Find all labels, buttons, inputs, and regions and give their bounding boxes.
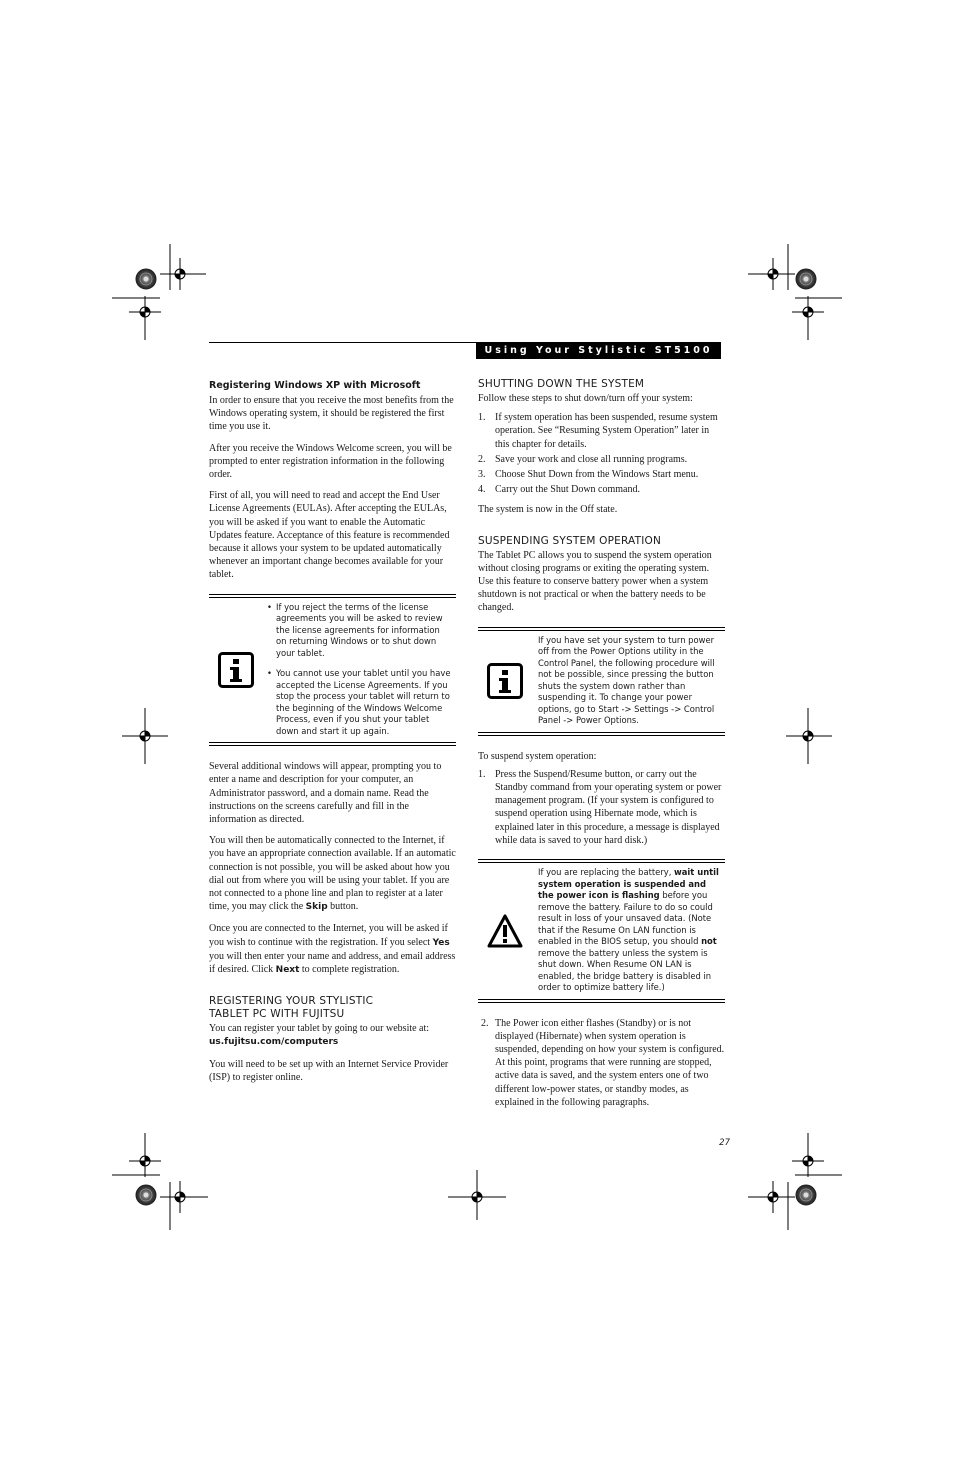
registration-mark-icon xyxy=(129,720,161,752)
step-text: If system operation has been suspended, resume system operation. See “Resuming System Operation” later in this chapter for details. xyxy=(495,412,718,450)
paragraph: First of all, you will need to read and accept the End User License Agreements (EULAs). After accepting the EULAs, you will be asked if you want to enable the Automatic Updates feature. Acceptance of this feature is recommended because it allows your system to be updated automatically whenever an important change becomes available for your tablet. xyxy=(209,490,450,581)
note-bullet: • If you reject the terms of the license agreements you will be asked to review the license agreements for information on returning Windows or to shut down your tablet. xyxy=(267,602,452,660)
paragraph: In order to ensure that you receive the most benefits from the Windows operating system, it should be registered the first time you use it. xyxy=(209,395,454,433)
text-run: remove the battery unless the system is shut down. When Resume ON LAN is enabled, the bridge battery is disabled in order to optimize battery life.) xyxy=(538,947,712,993)
list-item xyxy=(478,453,725,466)
list-item xyxy=(478,1017,725,1109)
left-column xyxy=(209,378,456,1092)
step-number: 1. xyxy=(478,412,486,424)
step-text: The Power icon either flashes (Standby) or is not displayed (Hibernate) when system operation is suspended, depending on how your system is configured. At this point, programs that were running are stopped, active data is saved, and the system enters one of two different low-power states, or standby modes, as explained in the following paragraphs. xyxy=(495,1017,725,1108)
paragraph: To suspend system operation: xyxy=(478,750,597,762)
info-note-power-options xyxy=(478,627,725,736)
registration-mark-icon xyxy=(792,720,824,752)
section-heading-fujitsu xyxy=(209,995,456,1021)
emphasis-text: not xyxy=(701,936,717,947)
list-item xyxy=(478,468,725,481)
text-run: You can register your tablet by going to our website at: xyxy=(209,1023,430,1035)
section-heading-shutdown: SHUTTING DOWN THE SYSTEM xyxy=(478,378,645,390)
registration-mark-icon xyxy=(792,1145,824,1177)
paragraph: The Tablet PC allows you to suspend the system operation without closing programs or exiting the operating system. Use this feature to conserve battery power when a system shutdown is not practical or when the battery needs to be changed. xyxy=(478,549,712,614)
heading-line: REGISTERING YOUR STYLISTIC xyxy=(209,995,374,1008)
step-text: Carry out the Shut Down command. xyxy=(495,484,640,496)
info-icon xyxy=(487,663,523,699)
paragraph xyxy=(209,1022,456,1049)
skip-term: Skip xyxy=(305,902,328,913)
info-note-license xyxy=(209,594,456,747)
text-run: before you remove the battery. Failure to do so could result in loss of your unsaved data. (Note that if the Resume On LAN function is enabled in the BIOS setup, you should xyxy=(538,890,713,947)
registration-mark-icon xyxy=(129,296,161,328)
text-run: to complete registration. xyxy=(299,963,400,975)
note-text xyxy=(538,860,725,1002)
step-number: 4. xyxy=(478,484,486,496)
warning-icon xyxy=(487,913,523,949)
paragraph: Follow these steps to shut down/turn off your system: xyxy=(478,393,693,404)
list-item xyxy=(478,411,725,451)
note-text: If you have set your system to turn power off from the Power Options utility in the Control Panel, the following procedure will not be possible, since pressing the button shuts the system down rather than suspending it. To change your power options, go to Start -> Settings -> Control Panel -> Power Options. xyxy=(538,634,715,726)
paragraph: After you receive the Windows Welcome screen, you will be prompted to enter registration information in the following order. xyxy=(209,442,452,481)
color-target-icon xyxy=(136,269,156,289)
step-number: 1. xyxy=(478,768,486,780)
step-text: Choose Shut Down from the Windows Start menu. xyxy=(495,469,699,481)
paragraph: You will need to be set up with an Internet Service Provider (ISP) to register online. xyxy=(209,1058,449,1083)
text-run: You will then be automatically connected to the Internet, if you have an appropriate connection available. If an automatic connection is not possible, you will be asked about how you dial out from where you will be using your tablet. If you are not connected to a phone line and plan to register at a later time, you may click the xyxy=(209,835,456,913)
suspend-steps xyxy=(478,768,725,847)
warning-note-battery xyxy=(478,859,725,1003)
text-run: Once you are connected to the Internet, you will be asked if you wish to continue with the registration. If you select xyxy=(209,923,448,948)
registration-mark-icon xyxy=(129,1145,161,1177)
registration-mark-icon xyxy=(164,1181,196,1213)
color-target-icon xyxy=(796,269,816,289)
registration-mark-icon xyxy=(164,258,196,290)
step-number: 3. xyxy=(478,469,486,481)
text-run: If you are replacing the battery, xyxy=(538,867,675,878)
fujitsu-url-link[interactable]: us.fujitsu.com/computers xyxy=(209,1037,339,1048)
info-icon xyxy=(218,652,254,688)
step-number: 2. xyxy=(481,1017,489,1029)
suspend-steps-continued xyxy=(478,1017,725,1109)
registration-mark-icon xyxy=(792,296,824,328)
paragraph xyxy=(209,922,456,977)
page-number: 27 xyxy=(719,1138,730,1148)
right-column xyxy=(478,378,725,1116)
section-heading-registering-xp: Registering Windows XP with Microsoft xyxy=(209,380,421,391)
heading-line: TABLET PC WITH FUJITSU xyxy=(209,1008,345,1021)
paragraph: The system is now in the Off state. xyxy=(478,504,618,516)
paragraph xyxy=(209,834,456,914)
text-run: button. xyxy=(327,901,359,913)
note-bullet: • You cannot use your tablet until you have accepted the License Agreements. If you stop the process your tablet will return to the beginning of the Windows Welcome Process, even if you shut your tablet down and start it up again. xyxy=(267,668,452,737)
color-target-icon xyxy=(796,1185,816,1205)
text-run: you will then enter your name and address, and email address if desired. Click xyxy=(209,950,456,975)
step-text: Press the Suspend/Resume button, or carry out the Standby command from your operating system or power management program. (If your system is configured to suspend operation using Hibernate mode, which is explained later in this procedure, a message is displayed while data is saved to your hard disk.) xyxy=(495,768,722,846)
yes-term: Yes xyxy=(432,937,450,948)
paragraph: Several additional windows will appear, prompting you to enter a name and description for your computer, an Administrator password, and a domain name. Read the instructions on the screens carefully and fill in the information as directed. xyxy=(209,761,442,825)
color-target-icon xyxy=(136,1185,156,1205)
registration-mark-icon xyxy=(757,1181,789,1213)
next-term: Next xyxy=(275,964,300,975)
step-number: 2. xyxy=(478,453,486,465)
registration-mark-icon xyxy=(757,258,789,290)
section-heading-suspend: SUSPENDING SYSTEM OPERATION xyxy=(478,534,662,547)
list-item xyxy=(478,768,725,847)
list-item xyxy=(478,483,725,496)
registration-mark-icon xyxy=(461,1181,493,1213)
shutdown-steps xyxy=(478,411,725,496)
emphasis-text: wait until system operation is suspended and the power icon is flashing xyxy=(538,867,719,901)
running-header: Using Your Stylistic ST5100 xyxy=(476,342,721,359)
step-text: Save your work and close all running programs. xyxy=(495,453,688,465)
